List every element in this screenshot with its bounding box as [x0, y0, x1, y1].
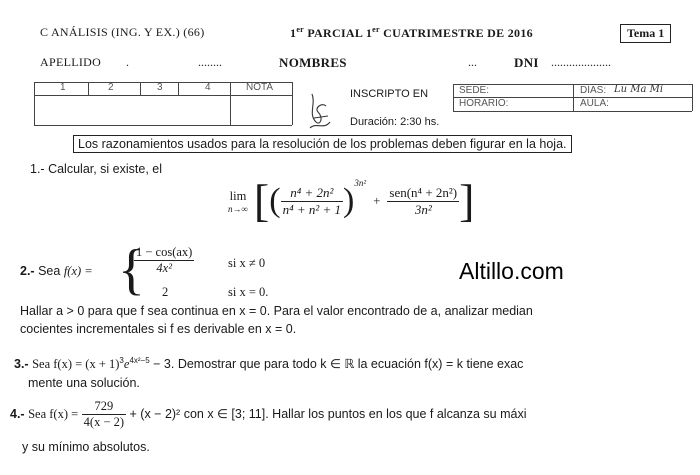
- dias-label: DÍAS:: [580, 85, 607, 96]
- problem-4-line-2: y su mínimo absolutos.: [22, 440, 150, 454]
- p2-case1-fraction: [134, 245, 194, 276]
- problem-2-header: [20, 264, 93, 279]
- signature-scribble: [304, 92, 334, 132]
- p2-case1-den: 4x²: [134, 260, 194, 276]
- apellido-fill: ........: [198, 55, 222, 69]
- problem-2-number: 2.-: [20, 264, 35, 278]
- problem-3-number: 3.-: [14, 357, 29, 372]
- apellido-dot: .: [126, 55, 129, 69]
- left-bracket: [: [253, 175, 270, 227]
- exam-title: [290, 25, 533, 41]
- exam-title-sup: er: [296, 25, 305, 34]
- p4-frac-den: 4(x − 2): [83, 415, 125, 429]
- grid-col-2: 2: [108, 82, 114, 93]
- problem-1-text: Calcular, si existe, el: [48, 162, 163, 176]
- problem-2-case-1: [134, 245, 194, 276]
- dni-dots-left: ...: [468, 55, 477, 69]
- p2-case1-cond: si x ≠ 0: [228, 256, 266, 270]
- problem-1-formula: [228, 175, 475, 227]
- p4-frac-num: 729: [94, 399, 114, 413]
- nombres-label: NOMBRES: [279, 55, 347, 70]
- p2-case1-num: 1 − cos(ax): [136, 245, 193, 259]
- p4-sea: Sea f(x) =: [28, 406, 79, 421]
- problem-2-fx: f(x) =: [63, 264, 93, 278]
- course-title: C ANÁLISIS (ING. Y EX.) (66): [40, 25, 205, 39]
- p4-rest: + (x − 2)² con x ∈ [3; 11]. Hallar los puntos en los que f alcanza su máxi: [129, 406, 527, 421]
- p1-fraction: [281, 185, 343, 218]
- grid-col-1: 1: [60, 82, 66, 93]
- dni-label: DNI: [514, 55, 539, 70]
- p1-exponent: 3n²: [354, 178, 367, 188]
- problem-1-statement: [30, 162, 162, 176]
- p2-case2-val: 2: [162, 285, 169, 299]
- p1-sen-fraction: [387, 185, 459, 218]
- grid-nota-label: NOTA: [246, 82, 274, 93]
- sede-label: SEDE:: [459, 85, 490, 96]
- grid-col-4: 4: [205, 82, 211, 93]
- problem-2-brace: {: [118, 239, 145, 301]
- dni-fill: ....................: [551, 55, 611, 69]
- problem-2-line-1: Hallar a > 0 para que f sea continua en x = 0. Para el valor encontrado de a, analizar median: [20, 304, 533, 318]
- right-paren: ): [343, 182, 355, 220]
- p1-sen-num: sen(n⁴ + 2n²): [389, 184, 458, 200]
- p1-frac-den: n⁴ + n² + 1: [282, 201, 342, 217]
- exam-title-number: 1: [290, 26, 297, 40]
- inscripto-label: INSCRIPTO EN: [350, 88, 429, 100]
- p3-formula-a: Sea f(x) = (x + 1): [32, 357, 120, 372]
- horario-label: HORARIO:: [459, 98, 509, 109]
- p2-case2-cond: si x = 0.: [228, 285, 269, 299]
- p1-sen-den: 3n²: [387, 201, 459, 218]
- dias-value: Lu Ma Mi: [614, 84, 664, 95]
- apellido-label: APELLIDO: [40, 55, 102, 69]
- aula-label: AULA:: [580, 98, 609, 109]
- p3-sup2: 4x²−5: [129, 356, 150, 365]
- p3-text: − 3. Demostrar que para todo k ∈ ℝ la ecuación f(x) = k tiene exac: [149, 357, 524, 372]
- p3-formula-b: e: [123, 357, 130, 372]
- problem-3-line-1: [14, 356, 523, 372]
- grid-col-3: 3: [157, 82, 163, 93]
- exam-title-word: PARCIAL 1: [304, 26, 373, 40]
- lim-block: [228, 189, 248, 214]
- lim-sub: n→∞: [228, 203, 248, 214]
- problem-3-line-2: mente una solución.: [28, 376, 140, 390]
- exam-title-sup2: er: [372, 25, 380, 34]
- watermark: Altillo.com: [459, 258, 564, 284]
- problem-2-line-2: cocientes incrementales si f es derivable en x = 0.: [20, 322, 297, 336]
- problem-4-line-1: [10, 399, 526, 430]
- problem-2-sea: Sea: [38, 264, 61, 278]
- lim-word: lim: [229, 188, 247, 203]
- p1-plus: +: [373, 193, 381, 208]
- p1-frac-num: n⁴ + 2n²: [290, 184, 334, 200]
- notice-box: Los razonamientos usados para la resolución de los problemas deben figurar en la hoja.: [73, 135, 572, 153]
- problem-4-number: 4.-: [10, 406, 25, 421]
- exam-title-rest: CUATRIMESTRE DE 2016: [379, 26, 533, 40]
- tema-box: Tema 1: [620, 24, 671, 43]
- duracion-text: Duración: 2:30 hs.: [350, 116, 440, 128]
- p3-sup1: 3: [119, 356, 124, 365]
- left-paren: (: [269, 182, 281, 220]
- p4-fraction: [82, 399, 126, 430]
- problem-1-number: 1.-: [30, 162, 45, 176]
- right-bracket: ]: [459, 175, 475, 227]
